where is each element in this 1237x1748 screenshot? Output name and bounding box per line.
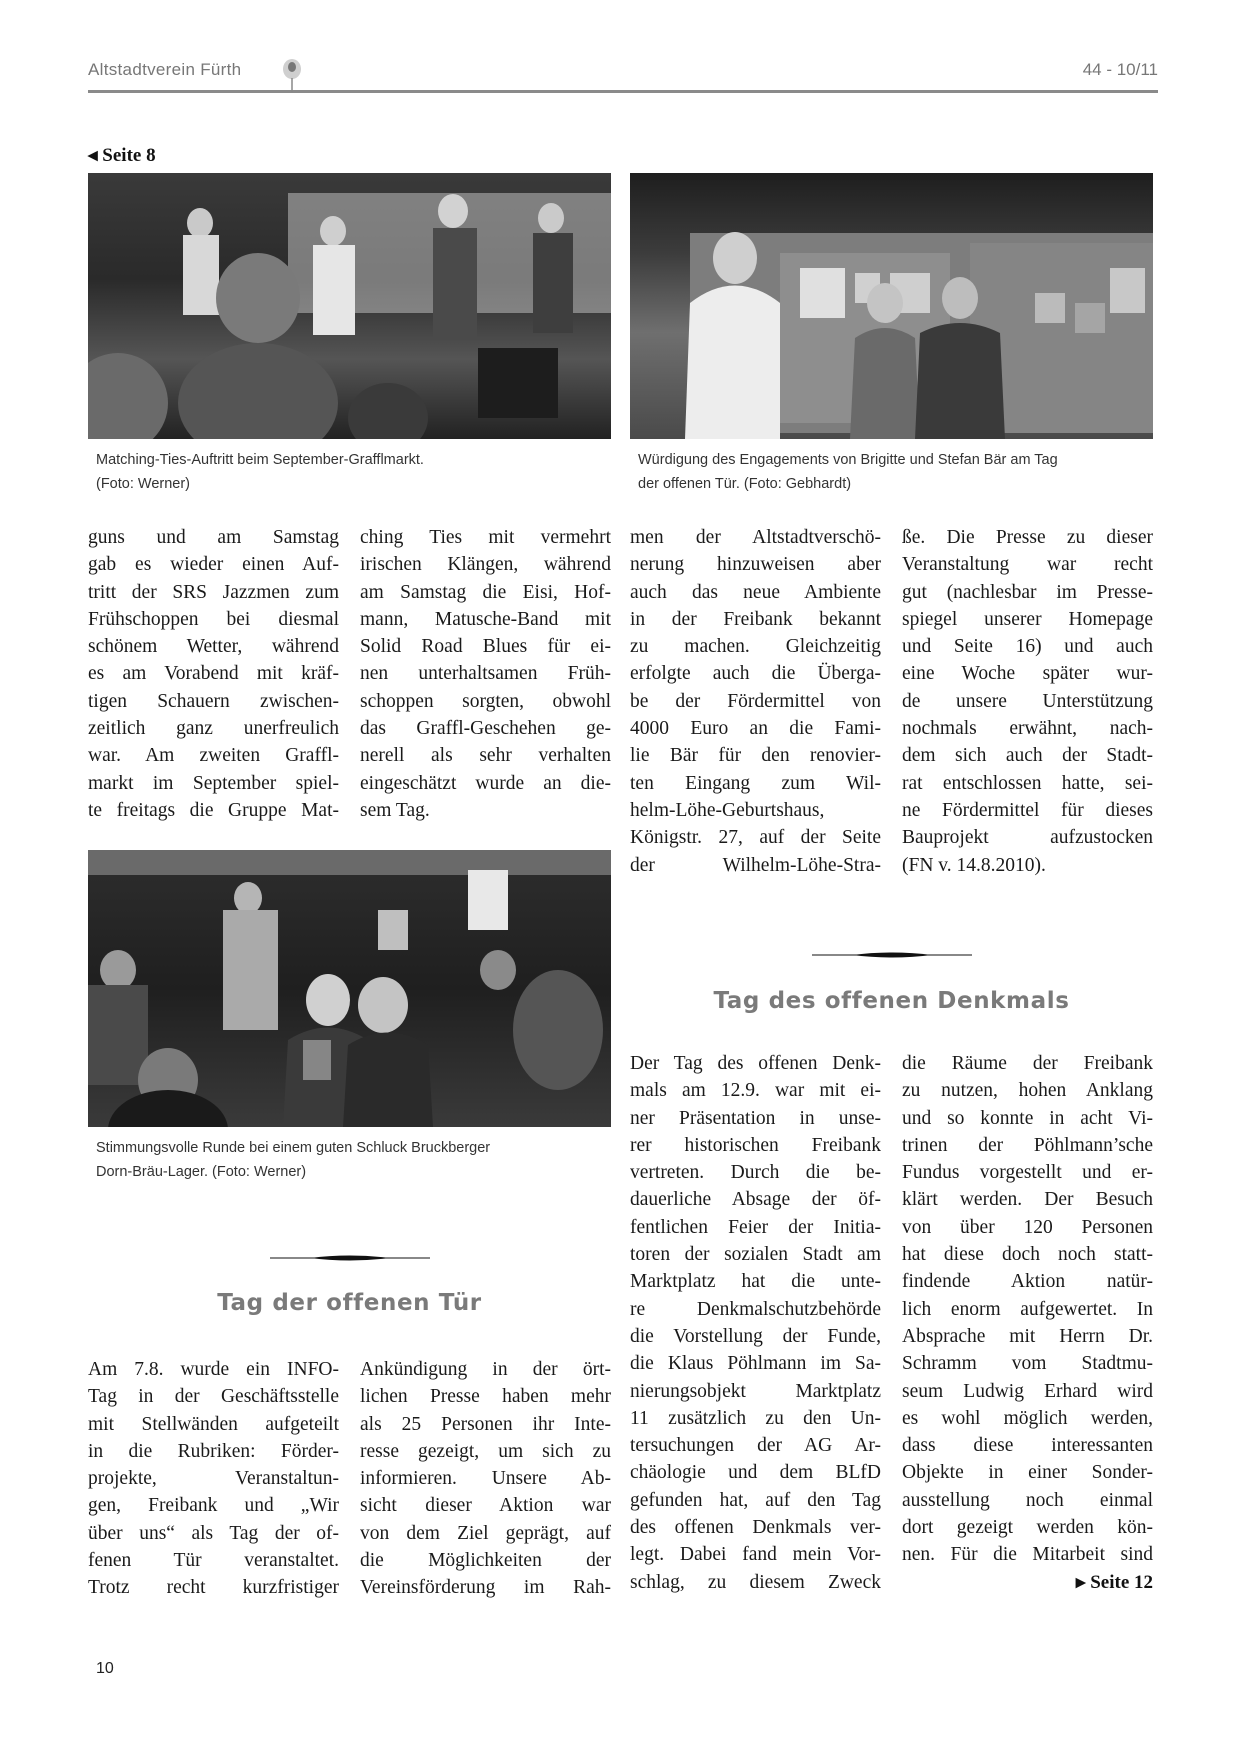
photo-award-presentation (630, 173, 1153, 439)
text-line: 4000 Euro an die Fami- (630, 718, 881, 740)
caption-award-line-2: der offenen Tür. (Foto: Gebhardt) (638, 476, 852, 492)
photo-band-stage (88, 173, 611, 439)
text-line: in die Rubriken: Förder- (88, 1440, 339, 1462)
text-line: die Möglichkeiten der (360, 1550, 611, 1572)
text-line: von dem Ziel geprägt, auf (360, 1522, 611, 1544)
text-line: schlag, zu diesem Zweck (630, 1571, 881, 1593)
text-line: legt. Dabei fand mein Vor- (630, 1544, 881, 1566)
text-line: Vereinsförderung im Rah- (360, 1577, 611, 1599)
text-line: Bauprojekt aufzustocken (902, 827, 1153, 849)
text-line: lich enorm aufgewertet. In (902, 1298, 1153, 1320)
text-line: ße. Die Presse zu dieser (902, 527, 1153, 548)
text-line: ching Ties mit vermehrt (360, 527, 611, 548)
text-line: spiegel unserer Homepage (902, 608, 1153, 630)
text-line: Marktplatz hat die unte- (630, 1271, 881, 1293)
text-line: auch das neue Ambiente (630, 581, 881, 603)
text-line: findende Aktion natür- (902, 1271, 1153, 1293)
text-line: tersuchungen der AG Ar- (630, 1435, 881, 1457)
text-line: ten Eingang zum Wil- (630, 772, 881, 794)
text-line: Veranstaltung war recht (902, 554, 1153, 576)
text-line: nen. Für die Mitarbeit sind (902, 1544, 1153, 1566)
text-line: vertreten. Durch die be- (630, 1162, 881, 1184)
article-top-column-4 (902, 524, 1153, 879)
text-line: über uns“ als Tag der of- (88, 1522, 339, 1544)
text-line: die Vorstellung der Funde, (630, 1325, 881, 1347)
text-line: Absprache mit Herrn Dr. (902, 1325, 1153, 1347)
text-line: sicht dieser Aktion war (360, 1495, 611, 1517)
text-line: dort gezeigt werden kön- (902, 1517, 1153, 1539)
text-line: irischen Klängen, während (360, 554, 611, 576)
logo-pin-icon (282, 58, 302, 92)
text-line: nen unterhaltsamen Früh- (360, 663, 611, 685)
caption-band-line-1: Matching-Ties-Auftritt beim September-Grafflmarkt. (96, 452, 424, 468)
band-photo-image (88, 173, 611, 439)
caption-band-line-2: (Foto: Werner) (96, 476, 191, 492)
text-line: Fundus vorgestellt und er- (902, 1162, 1153, 1184)
caption-award-line-1: Würdigung des Engagements von Brigitte und Stefan Bär am Tag (638, 452, 1058, 468)
denkmal-column-1 (630, 1050, 881, 1596)
article-top-column-2 (360, 524, 611, 824)
issue-number: 44 - 10/11 (1082, 60, 1158, 79)
text-line: es am Vorabend mit kräf- (88, 663, 339, 685)
article-top-column-3 (630, 524, 881, 879)
text-line: re Denkmalschutzbehörde (630, 1298, 881, 1320)
text-line: Am 7.8. wurde ein INFO- (88, 1359, 339, 1380)
running-header (88, 56, 1158, 93)
text-line: ner Präsentation in unse- (630, 1107, 881, 1129)
text-line: Frühschoppen bei diesmal (88, 608, 339, 630)
text-line: markt im September spiel- (88, 772, 339, 794)
text-line: Ankündigung in der ört- (360, 1359, 611, 1380)
text-line: ne Fördermittel für dieses (902, 799, 1153, 821)
text-line: erfolgte auch die Überga- (630, 663, 881, 685)
text-line: chäologie und dem BLfD (630, 1462, 881, 1484)
tuer-column-2 (360, 1356, 611, 1602)
text-line: men der Altstadtverschö- (630, 527, 881, 548)
text-line: gut (nachlesbar im Presse- (902, 581, 1153, 603)
article-top-column-1 (88, 524, 339, 824)
text-line: ausstellung noch einmal (902, 1489, 1153, 1511)
text-line: (FN v. 14.8.2010). (902, 854, 1046, 876)
text-line: gab es wieder einen Auf- (88, 554, 339, 576)
text-line: zeitlich ganz unerfreulich (88, 718, 339, 740)
text-line: die Klaus Pöhlmann im Sa- (630, 1353, 881, 1375)
text-line: projekte, Veranstaltun- (88, 1468, 339, 1490)
text-line: zu machen. Gleichzeitig (630, 636, 881, 658)
text-line: lie Bär für den renovier- (630, 745, 881, 767)
caption-band (96, 448, 424, 496)
text-line: Königstr. 27, auf der Seite (630, 827, 881, 849)
text-line: nochmals erwähnt, nach- (902, 718, 1153, 740)
text-line: und Seite 16) und auch (902, 636, 1153, 658)
text-line: mals am 12.9. war mit ei- (630, 1080, 881, 1102)
text-line: eingeschätzt wurde an die- (360, 772, 611, 794)
text-line: nerell als sehr verhalten (360, 745, 611, 767)
text-line: lichen Presse haben mehr (360, 1386, 611, 1408)
text-line: 11 zusätzlich zu den Un- (630, 1407, 881, 1429)
text-line: hat diese doch noch statt- (902, 1244, 1153, 1266)
text-line: das Graffl-Geschehen ge- (360, 718, 611, 740)
heading-tag-der-offenen-tuer: Tag der offenen Tür (217, 1290, 482, 1316)
text-line: be der Fördermittel von (630, 690, 881, 712)
text-line: gefunden hat, auf den Tag (630, 1489, 881, 1511)
denkmal-column-2 (902, 1050, 1153, 1569)
text-line: und so konnte in acht Vi- (902, 1107, 1153, 1129)
text-line: war. Am zweiten Graffl- (88, 745, 339, 767)
page-number: 10 (96, 1660, 114, 1677)
text-line: dem sich auch der Stadt- (902, 745, 1153, 767)
heading-tag-des-offenen-denkmals: Tag des offenen Denkmals (713, 988, 1070, 1014)
text-line: schönem Wetter, während (88, 636, 339, 658)
text-line: zu nutzen, hohen Anklang (902, 1080, 1153, 1102)
award-photo-image (630, 173, 1153, 439)
text-line: guns und am Samstag (88, 527, 339, 548)
section-divider-ornament-icon (270, 1253, 430, 1263)
text-line: nerung hinzuweisen aber (630, 554, 881, 576)
text-line: Tag in der Geschäftsstelle (88, 1386, 339, 1408)
text-line: es wohl möglich werden, (902, 1407, 1153, 1429)
text-line: fentlichen Feier der Initia- (630, 1216, 881, 1238)
crowd-photo-image (88, 850, 611, 1127)
caption-crowd-line-2: Dorn-Bräu-Lager. (Foto: Werner) (96, 1164, 307, 1180)
text-line: resse gezeigt, um sich zu (360, 1440, 611, 1462)
text-line: de unsere Unterstützung (902, 690, 1153, 712)
tuer-column-1 (88, 1356, 339, 1602)
photo-crowd (88, 850, 611, 1127)
text-line: dauerliche Absage der öf- (630, 1189, 881, 1211)
text-line: sem Tag. (360, 799, 430, 821)
caption-crowd (96, 1136, 490, 1184)
text-line: mann, Matusche-Band mit (360, 608, 611, 630)
text-line: Objekte in einer Sonder- (902, 1462, 1153, 1484)
text-line: informieren. Unsere Ab- (360, 1468, 611, 1490)
text-line: die Räume der Freibank (902, 1053, 1153, 1074)
text-line: dass diese interessanten (902, 1435, 1153, 1457)
text-line: rer historischen Freibank (630, 1134, 881, 1156)
caption-award (638, 448, 1058, 496)
text-line: am Samstag die Eisi, Hof- (360, 581, 611, 603)
text-line: seum Ludwig Erhard wird (902, 1380, 1153, 1402)
text-line: Der Tag des offenen Denk- (630, 1053, 881, 1074)
prev-page-link[interactable]: ◂ Seite 8 (88, 145, 156, 166)
text-line: als 25 Personen ihr Inte- (360, 1413, 611, 1435)
text-line: trinen der Pöhlmann’sche (902, 1134, 1153, 1156)
text-line: schoppen sorgten, obwohl (360, 690, 611, 712)
text-line: tritt der SRS Jazzmen zum (88, 581, 339, 603)
text-line: mit Stellwänden aufgeteilt (88, 1413, 339, 1435)
text-line: te freitags die Gruppe Mat- (88, 799, 339, 821)
text-line: tigen Schauern zwischen- (88, 690, 339, 712)
text-line: Trotz recht kurzfristiger (88, 1577, 339, 1599)
text-line: rat entschlossen hatte, sei- (902, 772, 1153, 794)
text-line: gen, Freibank und „Wir (88, 1495, 339, 1517)
text-line: in der Freibank bekannt (630, 608, 881, 630)
text-line: eine Woche später wur- (902, 663, 1153, 685)
text-line: helm-Löhe-Geburtshaus, (630, 799, 825, 821)
text-line: der Wilhelm-Löhe-Stra- (630, 854, 881, 876)
caption-crowd-line-1: Stimmungsvolle Runde bei einem guten Schluck Bruckberger (96, 1140, 491, 1156)
text-line: klärt werden. Der Besuch (902, 1189, 1153, 1211)
text-line: Solid Road Blues für ei- (360, 636, 611, 658)
text-line: nierungsobjekt Marktplatz (630, 1380, 881, 1402)
text-line: von über 120 Personen (902, 1216, 1153, 1238)
text-line: fenen Tür veranstaltet. (88, 1550, 339, 1572)
next-page-link[interactable]: ▸ Seite 12 (1075, 1572, 1153, 1593)
section-divider-ornament-icon (812, 950, 972, 960)
publisher-name: Altstadtverein Fürth (88, 60, 242, 79)
text-line: des offenen Denkmals ver- (630, 1517, 881, 1539)
text-line: toren der sozialen Stadt am (630, 1244, 881, 1266)
text-line: Schramm vom Stadtmu- (902, 1353, 1153, 1375)
